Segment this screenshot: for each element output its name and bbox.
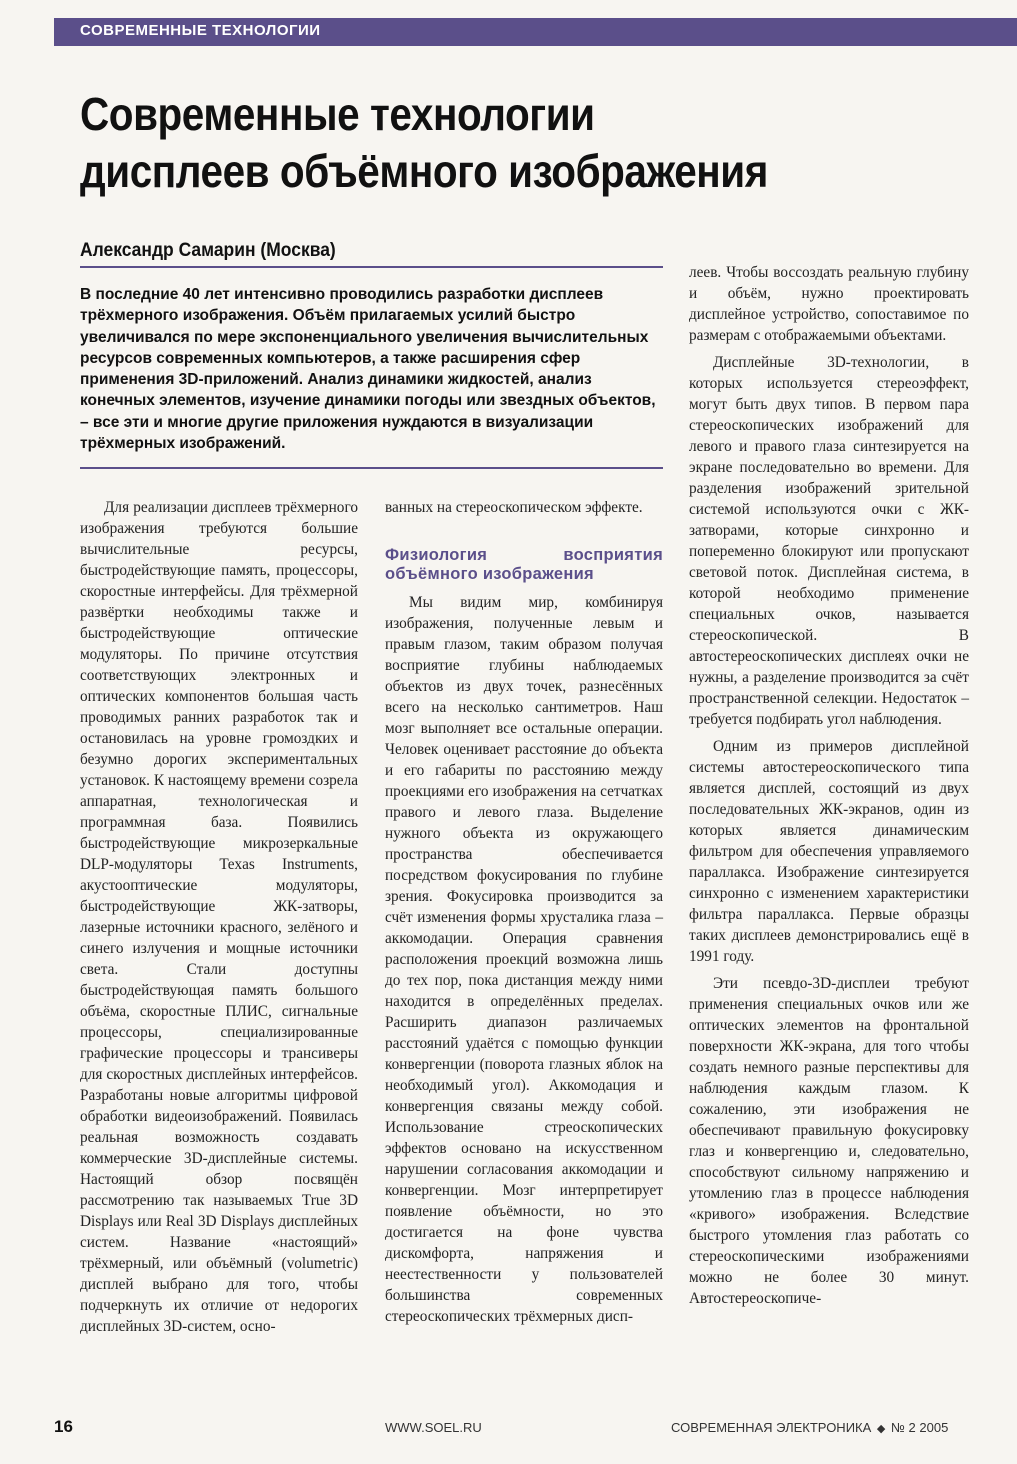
body-paragraph: Для реализации дисплеев трёхмерного изображения требуются большие вычислительные ресурсы, быстродействующие память, процессоры, скоростные интерфейсы. Для трёхмерной развёртки необходимы также и быстродействующие оптические модуляторы. По причине отсутствия соответствующих электронных и оптических компонентов большая часть проводимых ранних разработок так и остановилась на уровне громоздких и безумно дорогих экспериментальных установок. К настоящему времени созрела аппаратная, технологическая и программная база. Появились быстродействующие микрозеркальные DLP-модуляторы Texas Instruments, акустооптические модуляторы, быстродействующие ЖК-затворы, лазерные источники красного, зелёного и синего излучения и мощные источники света. Стали доступны быстродействующая память большого объёма, скоростные ПЛИС, сигнальные процессоры, специализированные графические процессоры и трансиверы для скоростных дисплейных интерфейсов. Разработаны новые алгоритмы цифровой обработки видеоизображений. Появилась реальная возможность создавать коммерческие 3D-дисплейные системы. Настоящий обзор посвящён рассмотрению так называемых True 3D Displays или Real 3D Displays дисплейных систем. Название «настоящий» трёхмерный, или объёмный (volumetric) дисплей выбрано для того, чтобы подчеркнуть их отличие от недорогих дисплейных 3D-систем, осно-	[80, 499, 358, 1335]
article-title	[80, 86, 872, 200]
column-3	[689, 262, 969, 1309]
title-line-1: Современные технологии	[80, 88, 595, 140]
divider-top	[80, 266, 663, 268]
body-paragraph-continued: ванных на стереоскопическом эффекте.	[385, 499, 643, 516]
journal-footer	[671, 1420, 948, 1435]
lead-paragraph: В последние 40 лет интенсивно проводились разработки дисплеев трёхмерного изображения. Объём прилагаемых усилий быстро увеличивался по мере экспоненциального увеличения вычислительных ресурсов современных компьютеров, а также расширения сфер применения 3D-приложений. Анализ динамики жидкостей, анализ конечных элементов, изучение динамики погоды или звездных объектов, – все эти и многие другие приложения нуждаются в визуализации трёхмерных изображений.	[80, 286, 656, 453]
journal-name: СОВРЕМЕННАЯ ЭЛЕКТРОНИКА	[671, 1420, 872, 1435]
author-byline: Александр Самарин (Москва)	[80, 240, 336, 261]
body-paragraph: Дисплейные 3D-технологии, в которых используется стереоэффект, могут быть двух типов. В первом пара стереоскопических изображений для левого и правого глаза синтезируется на экране последовательно во времени. Для разделения изображений зрительной системой используются очки с ЖК-затворами, которые синхронно и попеременно блокируют или пропускают световой поток. Дисплейная система, в которой необходимо применение специальных очков, называется стереоскопической. В автостереоскопических дисплеях очки не нужны, а разделение производится за счёт пространственной селекции. Недостаток – требуется подбирать угол наблюдения.	[689, 354, 969, 728]
title-line-2: дисплеев объёмного изображения	[80, 145, 768, 197]
divider-bottom	[80, 467, 663, 469]
issue-number: № 2 2005	[891, 1420, 949, 1435]
page-number: 16	[54, 1417, 73, 1436]
body-paragraph: Мы видим мир, комбинируя изображения, полученные левым и правым глазом, таким образом получая восприятие глубины наблюдаемых объектов из двух точек, разнесённых всего на несколько сантиметров. Наш мозг выполняет все остальные операции. Человек оценивает расстояние до объекта и его габариты по расстоянию между проекциями его изображения на сетчатках правого и левого глаза. Выделение нужного объекта из окружающего пространства обеспечивается посредством фокусирования по глубине зрения. Фокусировка производится за счёт изменения формы хрусталика глаза – аккомодации. Операция сравнения расположения проекций возможна лишь до тех пор, пока дистанция между ними находится в определённых пределах. Расширить диапазон различаемых расстояний удаётся с помощью функции конвергенции (поворота глазных яблок на необходимый угол). Аккомодация и конвергенция связаны между собой. Использование стреоскопических эффектов основано на искусственном нарушении согласования аккомодации и конвергенции. Мозг интерпретирует появление объёмности, но это достигается на фоне чувства дискомфорта, напряжения и неестественности у пользователей большинства современных стереоскопических трёхмерных дисп-	[385, 594, 663, 1325]
body-paragraph-continued: леев. Чтобы воссоздать реальную глубину и объём, нужно проектировать дисплейное устройство, сопоставимое по размерам с отображаемыми объектами.	[689, 264, 969, 344]
diamond-icon: ◆	[876, 1423, 886, 1435]
column-1	[80, 497, 358, 1337]
body-paragraph: Эти псевдо-3D-дисплеи требуют применения специальных очков или же оптических элементов на фронтальной поверхности ЖК-экрана, для того чтобы создать немного разные перспективы для наблюдения каждым глазом. К сожалению, эти изображения не обеспечивают правильную фокусировку глаз и конвергенцию и, следовательно, способствуют сильному напряжению и утомлению глаз в процессе наблюдения «кривого» изображения. Вследствие быстрого утомления глаз работать со стереоскопическими изображениями можно не более 30 минут. Автостереоскопиче-	[689, 975, 969, 1307]
section-subheading: Физиология восприятия объёмного изображения	[385, 546, 663, 583]
website-link[interactable]: WWW.SOEL.RU	[385, 1420, 482, 1435]
section-label: СОВРЕМЕННЫЕ ТЕХНОЛОГИИ	[80, 22, 321, 39]
section-header-bar	[54, 18, 1017, 46]
body-paragraph: Одним из примеров дисплейной системы автостереоскопического типа является дисплей, состоящий из двух последовательных ЖК-экранов, один из которых является динамическим фильтром для обеспечения управляемого параллакса. Изображение синтезируется синхронно с изменением характеристики фильтра параллакса. Первые образцы таких дисплеев демонстрировались ещё в 1991 году.	[689, 738, 969, 965]
column-2	[385, 497, 663, 1327]
